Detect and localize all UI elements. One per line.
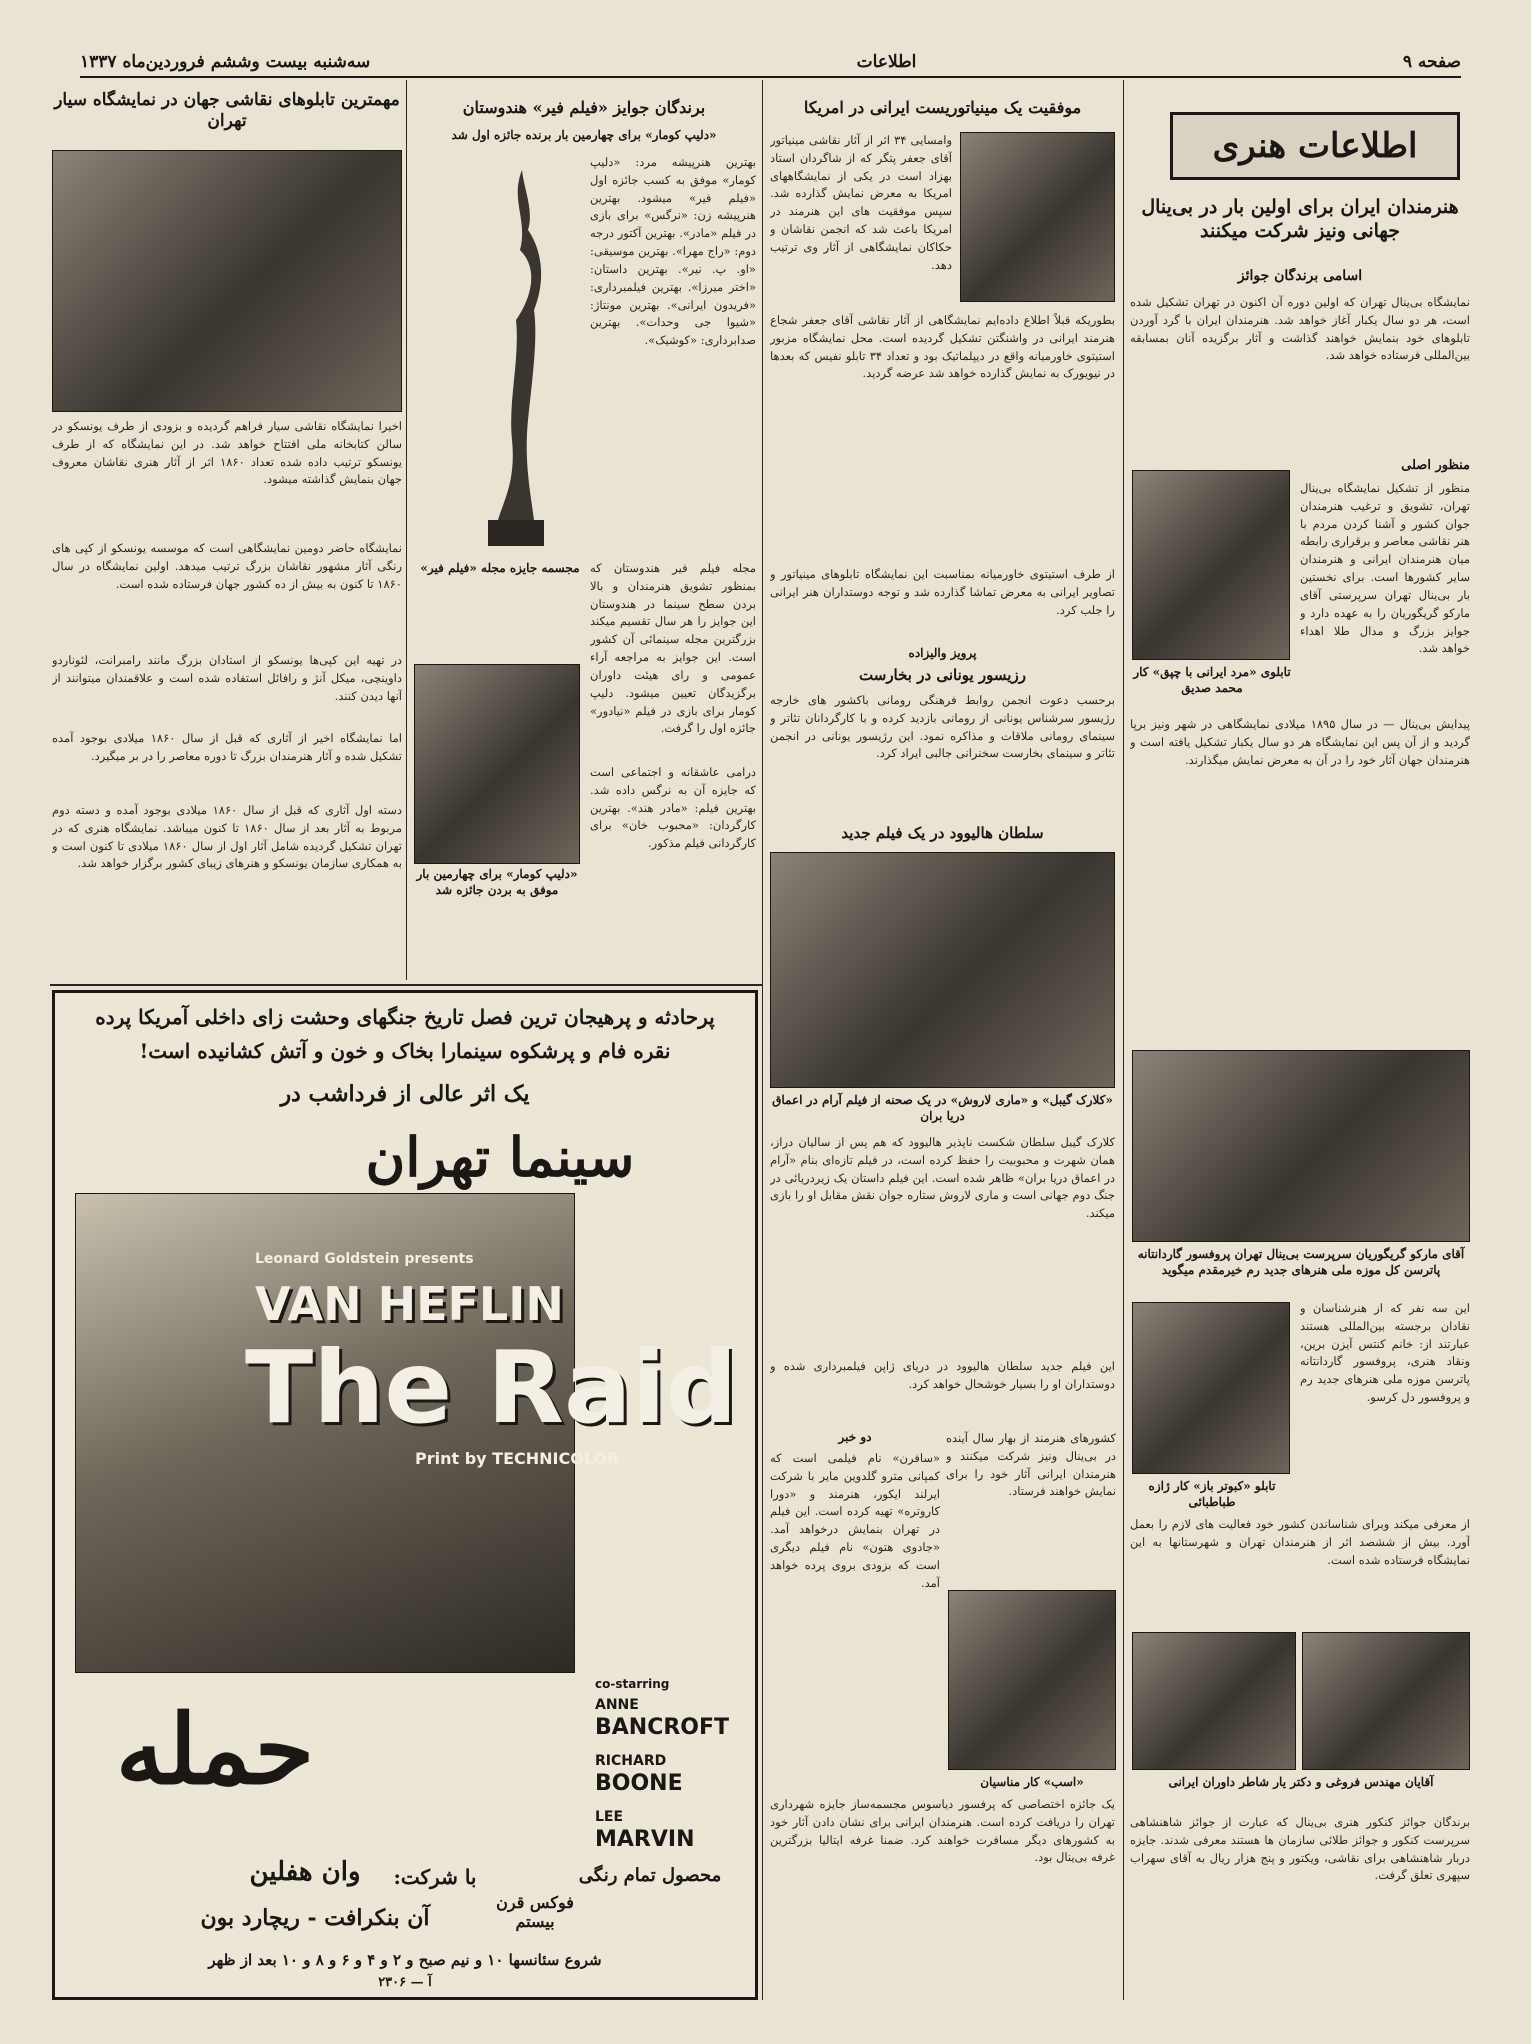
col1-photo2-caption: آقای مارکو گریگوریان سرپرست بی‌ینال تهران پروفسور گاردانتانه پاترسن کل موزه ملی هنرهای جدید رم خیرمقدم میگوید [1137,1247,1465,1278]
col2-headline2-block [770,666,1115,690]
col2-body4-block [770,692,1115,822]
masthead-etelaat-honari: اطلاعات هنری [1170,112,1460,180]
col4-body6-block [52,652,402,728]
col1-body4-block [1300,1300,1470,1490]
ad-star-name: VAN HEFLIN [255,1277,564,1331]
ad-showtimes: شروع سئانسها ۱۰ و نیم صبح و ۲ و ۴ و ۶ و ۸ و ۱۰ بعد از ظهر [208,1951,602,1969]
col2-box2-title-block [770,1430,940,1448]
col1-body6-block [1130,1814,1470,2000]
col2-box-title: پرویز والیزاده [908,646,977,660]
ad-with-label: با شرکت: [393,1865,477,1889]
col2-body5: کلارک گیبل سلطان شکست ناپذیر هالیوود که هم پس از سالیان دراز، همان شهرت و محبوبیت را حفظ کرده است، در فیلم تازه‌ای بنام «آرام در اعماق دریا بران» ظاهر شده است. این فیلم داستان یک زیردریائی در جنگ دوم جهانی است و ماری لاروش ستاره جوان نقش مقابل او را بازی میکند. [770,1135,1115,1221]
col3-body5: نمایشگاه حاضر دومین نمایشگاهی است که موسسه یونسکو از کپی های رنگی آثار مشهور نقاشان بزرگ ترتیب میدهد. اولین نمایشگاه در سال ۱۸۶۰ تا کنون به بیش از ده کشور جهان فرستاده شده است. [52,541,402,591]
col2-body8: کشورهای هنرمند از بهار سال آینده در بی‌ینال ونیز شرکت میکنند و هنرمندان ایرانی آثار خود را برای نمایش خواهند فرستاد. [946,1431,1116,1499]
col1-body4: این سه نفر که از هنرشناسان و نقادان برجسته بین‌المللی هستند عبارتند از: خانم کنتس آیزن برین، ونقاد هنری، پروفسور گاردانتانه پاترسن موزه ملی هنرهای جدید رم و پروفسور دل کرسو. [1300,1301,1470,1405]
col2-body7-block [770,1450,940,1740]
ad-costarring: co-starring [595,1677,670,1691]
ad-cast2-last: BOONE [595,1771,683,1796]
col2-body9: یک جائزه اختصاصی که پرفسور دیاسوس مجسمه‌ساز جایزه شهرداری تهران را دریافت کرده است. هنرمندان ایرانی برای نشان دادن آثار خود به کشورهای دیگر مسافرت خواهند کرد. ضمنا غرفه ایتالیا بزرگترین غرفه بی‌ینال بود. [770,1797,1115,1865]
ad-presents: Leonard Goldstein presents [255,1251,474,1267]
page-number: صفحه ۹ [1402,52,1461,72]
col1-headline-block [1130,196,1470,266]
newspaper-title: اطلاعات [856,52,917,72]
col2-headline2: رزیسور یونانی در بخارست [859,666,1026,684]
photo-exhibition-visitor [52,150,402,412]
ad-line1: پرحادثه و پرهیجان ترین فصل تاریخ جنگهای وحشت زای داخلی آمریکا پرده [95,1005,715,1029]
photo-painting-pigeon-keeper [1132,1302,1290,1474]
ad-technicolor: Print by TECHNICOLOR [415,1449,620,1468]
section-divider [50,984,762,986]
cinema-advertisement [52,990,758,2000]
col2-body1-block [770,132,952,308]
photo-painting-man-with-pipe [1132,470,1290,660]
col2-body2: بطوریکه قبلاً اطلاع داده‌ایم نمایشگاهی از آثار نقاشی آقای جعفر شجاع هنرمند ایرانی در واشنگتن تشکیل گردیده است. محل نمایشگاه مزبور استیتوی خاورمیانه واقع در دیپلماتیک بود و تعداد ۳۴ تابلو نفیس که بعدها در نیویورک به نمایش گذارده خواهد شد عرضه گردید. [770,313,1115,381]
col1-subhead-block [1130,268,1470,290]
col2-body6: این فیلم جدید سلطان هالیوود در دریای ژاپن فیلمبرداری شده و دوستداران او را بسیار خوشحال خواهد کرد. [770,1359,1115,1391]
trophy-icon [450,160,578,560]
col2-headline-block [770,98,1115,126]
col1-photo4-caption: آقایان مهندس فروغی و دکتر یار شاطر داوران ایرانی [1168,1775,1434,1789]
col2-body6-block [770,1358,1115,1428]
col4-body7-block [52,730,402,800]
ad-persian-star: وان هفلین [249,1857,361,1887]
photo-grigorian-greeting [1132,1050,1470,1242]
col1-body6: برندگان جوائز کنکور هنری بی‌ینال که عبارت از جوائز شاهنشاهی سرپرست کنکور و جوائز طلائی سازمان ها هستند معرفی شدند. جایزه دربار شاهنشاهی برای نقاشی، ویکتور و پنج هزار ریال به آقای سهراب سپهری تعلق گرفت. [1130,1815,1470,1883]
col1-body1: نمایشگاه بی‌ینال تهران که اولین دوره آن اکنون در تهران تشکیل شده است، هر دو سال یکبار آغاز خواهد شد. هنرمندان ایران با گرد آوردن تابلوهای خود بنمایش خواهند گذاشت و آثار برگزیده آنان بمسابقه بین‌المللی فرستاده خواهد شد. [1130,295,1470,363]
col1-body3: پیدایش بی‌ینال — در سال ۱۸۹۵ میلادی نمایشگاهی در شهر ونیز برپا گردید و از آن پس این نمایشگاه هر دو سال یکبار تشکیل یافته است و هنرمندان جهان آثار خود را در آن به معرض نمایش میگذارند. [1130,717,1470,767]
col3-statue-caption: مجسمه جایزه مجله «فیلم فیر» [420,561,580,575]
col2-box-title-block [770,646,1115,666]
col2-body3-block [770,566,1115,646]
col1-subhead: اسامی برندگان جوائز [1237,268,1363,284]
col2-headline: موفقیت یک مینیاتوریست ایرانی در امریکا [803,98,1082,117]
col3-body2: مجله فیلم فیر هندوستان که بمنظور تشویق هنرمندان و بالا بردن سطح سینما در هندوستان این جوایز را هر سال تقسیم میکند بزرگترین مجله سینمائی آن کشور است. این جوایز به مراجعه آراء عمومی و رای هیئت داوران برگزیدگان تعیین میشود. دلیپ کومار برای بازی در فیلم «نیادور» جائزه اول را گرفت. [590,561,756,736]
column-rule [762,80,763,2000]
ad-cast1-first: ANNE [595,1697,639,1713]
col1-section-title: منظور اصلی [1401,458,1470,473]
col2-body2-block [770,312,1115,562]
col2-body8-block [946,1430,1116,1580]
photo-judge-foroughi [1132,1632,1296,1770]
ad-line2: نقره فام و پرشکوه سینمارا بخاک و خون و آتش کشانیده است! [139,1039,671,1063]
col4-body4-block [52,418,402,538]
ad-cast3-last: MARVIN [595,1827,695,1852]
col1-body5-block [1130,1516,1470,1626]
col3-body7: اما نمایشگاه اخیر از آثاری که قبل از سال ۱۸۶۰ میلادی بوجود آمده تشکیل شده و آثار هنرمندان بزرگ تا دوره معاصر را در بر میگیرد. [52,731,402,763]
col1-body5: از معرفی میکند وبرای شناساندن کشور خود فعالیت های لازم را بعمل آورد. بیش از ششصد اثر از هنرمندان تهران و شهرستانها به این نمایشگاه فرستاده شده است. [1130,1517,1470,1567]
col2-photo2-caption: «اسب» کار مناسیان [980,1775,1084,1789]
ad-cinema-name: سینما تهران [365,1125,635,1189]
col1-body2: منظور از تشکیل نمایشگاه بی‌ینال تهران، تشویق و ترغیب هنرمندان جوان کشور و آشنا کردن مردم با هنر نقاشی معاصر و برقراری رابطه میان هنرمندان ایرانی و هنرمندان سایر کشورها است. برای نخستین بار بی‌ینال تهران سرپرستی آقای مارکو گریگوریان را به عهده دارد و جوایز بزرگ و مدال طلا اهداء خواهد شد. [1300,481,1470,656]
col2-photo-caption: «کلارک گیبل» و «ماری لاروش» در یک صحنه از فیلم آرام در اعماق دریا بران [772,1093,1113,1124]
col3-headline: برندگان جوایز «فیلم فیر» هندوستان [462,98,706,117]
col1-photo3-caption: تابلو «کبوتر باز» کار ژازه طباطبائی [1148,1479,1276,1510]
col1-photo1-caption: تابلوی «مرد ایرانی با چپق» کار محمد صدیق [1133,665,1291,696]
col1-body3-block [1130,716,1470,1046]
col3-body2-block [590,560,756,760]
col3-body4: اخیرا نمایشگاه نقاشی سیار فراهم گردیده و بزودی از طرف یونسکو در سالن کتابخانه ملی افتتاح خواهد شد. در این نمایشگاه که از طرف یونسکو ترتیب داده شده تعداد ۱۸۶۰ اثر از آثار هنری نقاشان معروف جهان بنمایش گذاشته میشود. [52,419,402,487]
ad-film-title: The Raid [245,1329,738,1446]
col2-headline3: سلطان هالیوود در یک فیلم جدید [841,824,1044,842]
statue-trophy-figure [450,160,578,560]
col3-headline2: مهمترین تابلوهای نقاشی جهان در نمایشگاه سیار تهران [54,90,400,132]
col4-body5-block [52,540,402,650]
col3-portrait-caption: «دلیپ کومار» برای چهارمین بار موفق به بردن جائزه شد [416,867,578,898]
photo-horse-sculpture [948,1590,1116,1770]
ad-cast1-last: BANCROFT [595,1715,730,1740]
col3-body3-block [590,764,756,980]
col2-body9-block [770,1796,1115,2000]
issue-date: سه‌شنبه بیست وششم فروردین‌ماه ۱۳۳۷ [80,52,371,72]
col3-body1: بهترین هنرپیشه مرد: «دلیپ کومار» موفق به کسب جائزه اول «فیلم فیر» میشود. بهترین هنرپیشه زن: «نرگس» برای بازی در فیلم «مادر». بهترین آکتور درجه دوم: «راج مهرا». بهترین موسیقی: «او. پ. نیر». بهترین داستان: «اختر میرزا». بهترین فیلمبرداری: «فریدون ایرانی». بهترین مونتاژ: «شیوا جی وحدات». بهترین صدابرداری: «کوشیک». [590,155,756,348]
col3-headline-block [412,98,756,126]
photo-painter-portrait [960,132,1115,302]
ad-persian-cast: آن بنکرافت - ریچارد بون [200,1905,430,1931]
col2-box2-title: دو خبر [838,1430,872,1444]
ad-color-fa: محصول تمام رنگی [578,1865,722,1886]
ad-cast2-first: RICHARD [595,1753,667,1769]
ad-line3: یک اثر عالی از فرداشب در [280,1081,530,1107]
page-header [80,48,1461,78]
col2-body3: از طرف استیتوی خاورمیانه بمناسبت این نمایشگاه تابلوهای مینیاتور و تصاویر ایرانی به معرض تماشا گذارده شد و توجه دوستداران هنر ایرانی را جلب کرد. [770,567,1115,617]
col2-body1: وامسایی ۳۴ اثر از آثار نقاشی مینیاتور آقای جعفر پتگر که از شاگردان استاد بهزاد است در یکی از نمایشگاههای امریکا به معرض نمایش گذارده شد. سپس موفقیت های این هنرمند در امریکا باعث شد که انجمن نقاشان و حکاکان نمایشگاهی از آثار وی ترتیب دهد. [770,133,952,272]
photo-judge-yarshater [1302,1632,1470,1770]
ad-persian-title: حمله [115,1693,315,1806]
col3-body8: دسته اول آثاری که قبل از سال ۱۸۶۰ میلادی بوجود آمده و دسته دوم مربوط به آثار بعد از سال ۱۸۶۰ تا کنون میباشد. نمایشگاه هنری که در تهران تشکیل گردیده شامل آثار اول از سال ۱۸۶۰ میلادی تا کنون است و به همکاری سازمان یونسکو و هنرهای زیبای کشور برگزار خواهد شد. [52,803,402,871]
col1-body1-block [1130,294,1470,454]
col3-body3: درامی عاشقانه و اجتماعی است که جایزه آن به نرگس داده شد. بهترین فیلم: «مادر هند». بهترین کارگردان: «محبوب خان» برای کارگردانی فیلم مذکور. [590,765,756,851]
photo-clark-gable-scene [770,852,1115,1088]
col3-body6: در تهیه این کپی‌ها یونسکو از استادان بزرگ مانند رامبرانت، لئوناردو داوینچی، میکل آنژ و رافائل استفاده شده است و علاقمندان میتوانند از آنها دیدن کنند. [52,653,402,703]
col2-body4: برحسب دعوت انجمن روابط فرهنگی رومانی باکشور های خارجه رژیسور سرشناس یونانی از رومانی بازدید کرده و با کارگردانان تئاتر و سینمای رومانی ملاقات و مذاکره نمود. این رژیسور یونانی در انجمن تئاتر و سینمای بخارست سخنرانی جالبی ایراد کرد. [770,693,1115,761]
portrait-sketch-dilip-kumar [414,664,580,864]
col3-body1-block [590,154,756,554]
col4-headline-block [52,90,402,146]
col1-headline: هنرمندان ایران برای اولین بار در بی‌ینال جهانی ونیز شرکت میکنند [1141,196,1459,242]
col2-headline3-block [770,824,1115,848]
col3-subhead-block [412,128,756,150]
ad-code: آ — ۲۳۰۶ [378,1975,432,1990]
column-rule [406,80,407,980]
col3-subhead: «دلیپ کومار» برای چهارمین بار برنده جائزه اول شد [451,128,717,142]
ad-cast3-first: LEE [595,1809,624,1825]
col1-body2-block [1300,480,1470,742]
col2-body5-block [770,1134,1115,1354]
ad-studio: فوکس قرن بیستم [496,1893,574,1931]
col2-body7: «سافرن» نام فیلمی است که کمپانی مترو گلدوین مایر با شرکت ایرلند ایکور، هنرمند و «دورا کاروتره» تهیه کرده است. این فیلم در تهران بنمایش درخواهد آمد. «جادوی هتون» نام فیلم دیگری است که بزودی بروی پرده خواهد آمد. [770,1451,940,1590]
column-rule [1123,80,1124,2000]
col4-body8-block [52,802,402,978]
